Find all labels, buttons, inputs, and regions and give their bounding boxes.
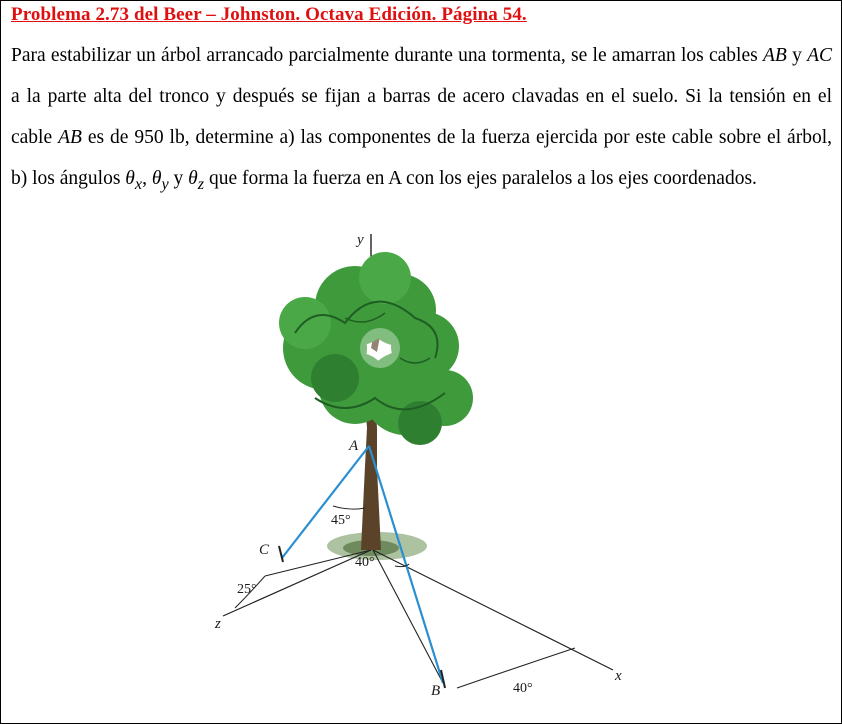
statement-text: Para estabilizar un árbol arrancado parcialmente durante una tormenta, se le amarran los cables	[11, 45, 763, 66]
label-point-b: B	[431, 683, 441, 699]
label-angle-25: 25°	[237, 582, 257, 597]
stake-c	[279, 546, 283, 562]
theta-subscript: x	[134, 174, 143, 193]
theta-symbol: θ	[125, 168, 135, 189]
cable-ab-ref: AB	[762, 45, 787, 66]
label-angle-40-bottom: 40°	[513, 681, 533, 696]
statement-text: que forma la fuerza en A con los ejes paralelos a los ejes coordenados.	[204, 168, 757, 189]
label-point-a: A	[349, 438, 359, 454]
cable-ac-ref: AC	[807, 45, 833, 66]
theta-subscript: z	[197, 174, 205, 193]
label-z-axis: z	[215, 616, 221, 632]
statement-text: y	[786, 45, 808, 66]
problem-title: Problema 2.73 del Beer – Johnston. Octava Edición. Página 54.	[11, 4, 527, 25]
label-x-axis: x	[615, 668, 622, 684]
statement-text: y	[168, 168, 189, 189]
theta-subscript: y	[161, 174, 169, 193]
label-angle-40-top: 40°	[355, 555, 375, 570]
statement-text: ,	[142, 168, 152, 189]
label-angle-45: 45°	[331, 513, 351, 528]
statement-text: es de 950 lb, determine a) las componentes de la fuerza ejercida por este cable sobre el árbol, b) los ángulos	[11, 127, 832, 189]
tree-cable-figure	[195, 228, 655, 718]
label-point-c: C	[259, 542, 270, 558]
angle-arc-45	[333, 506, 365, 509]
theta-symbol: θ	[188, 168, 198, 189]
label-y-axis: y	[357, 232, 364, 248]
theta-symbol: θ	[151, 168, 162, 189]
problem-statement	[11, 35, 832, 205]
tree-foliage	[279, 252, 473, 445]
x-axis	[373, 550, 613, 670]
statement-text: a la parte alta del tronco y después se fijan a barras de acero clavadas en el suelo. Si la tensión en el cable	[11, 86, 832, 148]
cable-ab-ref: AB	[58, 127, 82, 148]
